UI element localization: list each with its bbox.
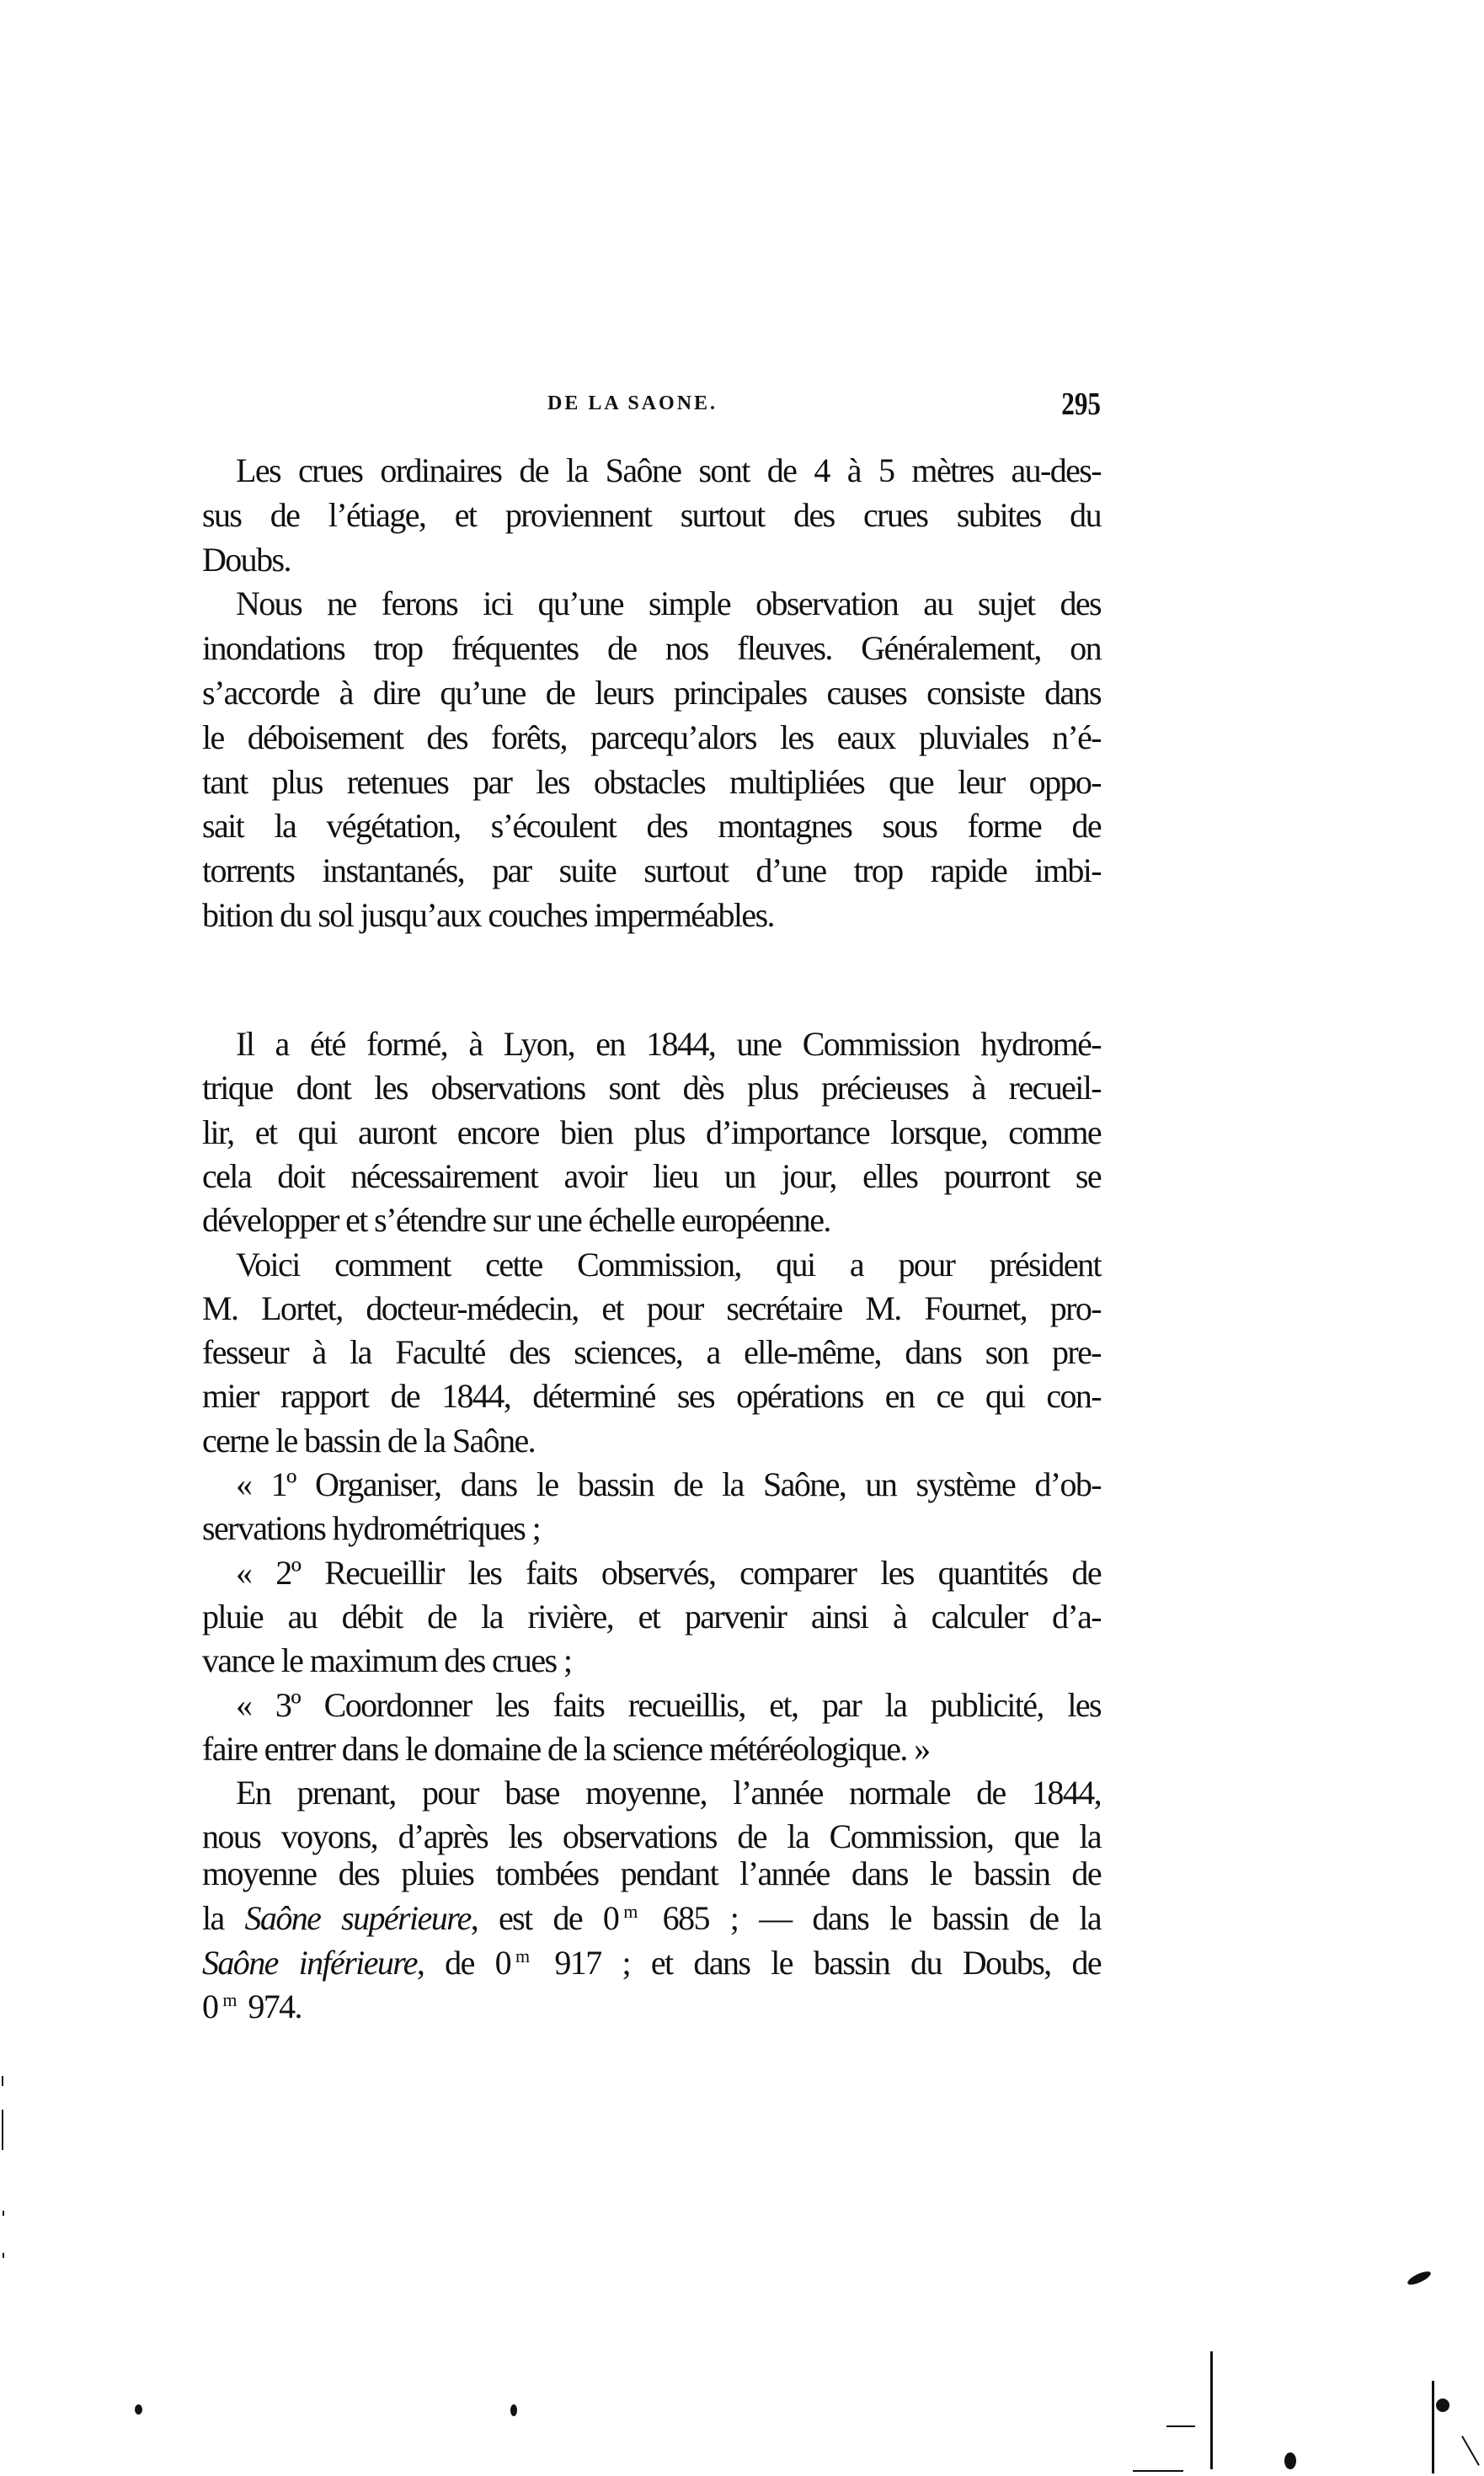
- ink-blot: [1406, 2269, 1432, 2287]
- text-line: sus de l’étiage, et proviennent surtout des crues subites du: [202, 495, 1101, 534]
- unit-superscript: m: [515, 1945, 529, 1966]
- text-line: moyenne des pluies tombées pendant l’année dans le bassin de: [202, 1854, 1101, 1892]
- scan-artifact-left-bar: [3, 2253, 4, 2258]
- ink-blot: [1284, 2452, 1296, 2469]
- text-line: faire entrer dans le domaine de la science météréologique. »: [202, 1729, 930, 1768]
- text-line: Nous ne ferons ici qu’une simple observation au sujet des: [236, 584, 1101, 623]
- scan-artifact-stroke: [1461, 2436, 1480, 2466]
- text-line: Voici comment cette Commission, qui a pour président: [236, 1245, 1101, 1283]
- text-line: cela doit nécessairement avoir lieu un jour, elles pourront se: [202, 1156, 1101, 1195]
- text-line: servations hydrométriques ;: [202, 1509, 541, 1548]
- text-line: nous voyons, d’après les observations de la Commission, que la: [202, 1817, 1101, 1856]
- text-line: mier rapport de 1844, déterminé ses opérations en ce qui con-: [202, 1377, 1101, 1416]
- text-line: Saône inférieure, de 0 $^m$ 917 ; et dans le bassin du Doubs, de: [202, 1944, 1102, 1982]
- text-line: inondations trop fréquentes de nos fleuves. Généralement, on: [202, 629, 1101, 668]
- unit-superscript: m: [623, 1901, 637, 1922]
- text-line: En prenant, pour base moyenne, l’année normale de 1844,: [236, 1774, 1101, 1812]
- text-line: trique dont les observations sont dès plus précieuses à recueil-: [202, 1069, 1101, 1107]
- ink-blot: [1436, 2399, 1449, 2412]
- italic-term: Saône inférieure: [202, 1944, 417, 1982]
- scan-artifact-stroke: [1166, 2425, 1195, 2427]
- scan-artifact-stroke: [1133, 2470, 1183, 2472]
- text-line: M. Lortet, docteur-médecin, et pour secrétaire M. Fournet, pro-: [202, 1289, 1101, 1327]
- text-line: « 1º Organiser, dans le bassin de la Saône, un système d’ob-: [236, 1465, 1101, 1503]
- scan-artifact-stroke: [1432, 2381, 1434, 2473]
- text-line: lir, et qui auront encore bien plus d’importance lorsque, comme: [202, 1113, 1101, 1151]
- text-line: Doubs.: [202, 540, 291, 579]
- text-line: vance le maximum des crues ;: [202, 1641, 572, 1680]
- text-line: Il a été formé, à Lyon, en 1844, une Commission hydromé-: [236, 1025, 1101, 1063]
- text-line: « 3º Coordonner les faits recueillis, et, par la publicité, les: [236, 1685, 1101, 1724]
- unit-superscript: m: [222, 1989, 236, 2010]
- text-line: pluie au débit de la rivière, et parvenir ainsi à calculer d’a-: [202, 1597, 1101, 1636]
- text-line: la Saône supérieure, est de 0 $^m$ 685 ; — dans le bassin de la: [202, 1899, 1101, 1937]
- text-line: sait la végétation, s’écoulent des montagnes sous forme de: [202, 807, 1101, 846]
- scan-artifact-stroke: [1210, 2351, 1213, 2469]
- scan-artifact-left-bar: [3, 2211, 4, 2216]
- scan-artifact-left-bar: [2, 2076, 3, 2086]
- scan-artifact-left-bar: [2, 2110, 3, 2150]
- running-head: [202, 386, 1101, 422]
- italic-term: Saône supérieure: [244, 1899, 471, 1937]
- page-number: 295: [1061, 387, 1101, 422]
- text-line: s’accorde à dire qu’une de leurs principales causes consiste dans: [202, 674, 1101, 712]
- text-line: bition du sol jusqu’aux couches imperméables.: [202, 896, 774, 934]
- text-line: « 2º Recueillir les faits observés, comparer les quantités de: [236, 1553, 1101, 1592]
- text-line: fesseur à la Faculté des sciences, a elle-même, dans son pre-: [202, 1333, 1101, 1372]
- ink-blot: [510, 2404, 517, 2416]
- ink-blot: [135, 2404, 142, 2415]
- text-line: torrents instantanés, par suite surtout d’une trop rapide imbi-: [202, 851, 1101, 890]
- text-line: développer et s’étendre sur une échelle européenne.: [202, 1201, 830, 1240]
- text-line: le déboisement des forêts, parcequ’alors les eaux pluviales n’é-: [202, 718, 1101, 756]
- text-line: tant plus retenues par les obstacles multipliées que leur oppo-: [202, 762, 1101, 801]
- text-line: cerne le bassin de la Saône.: [202, 1421, 536, 1459]
- text-line: Les crues ordinaires de la Saône sont de 4 à 5 mètres au-des-: [236, 451, 1101, 489]
- text-line: 0 $^m$ 974.: [202, 1988, 302, 2025]
- running-title: DE LA SAONE.: [547, 392, 718, 414]
